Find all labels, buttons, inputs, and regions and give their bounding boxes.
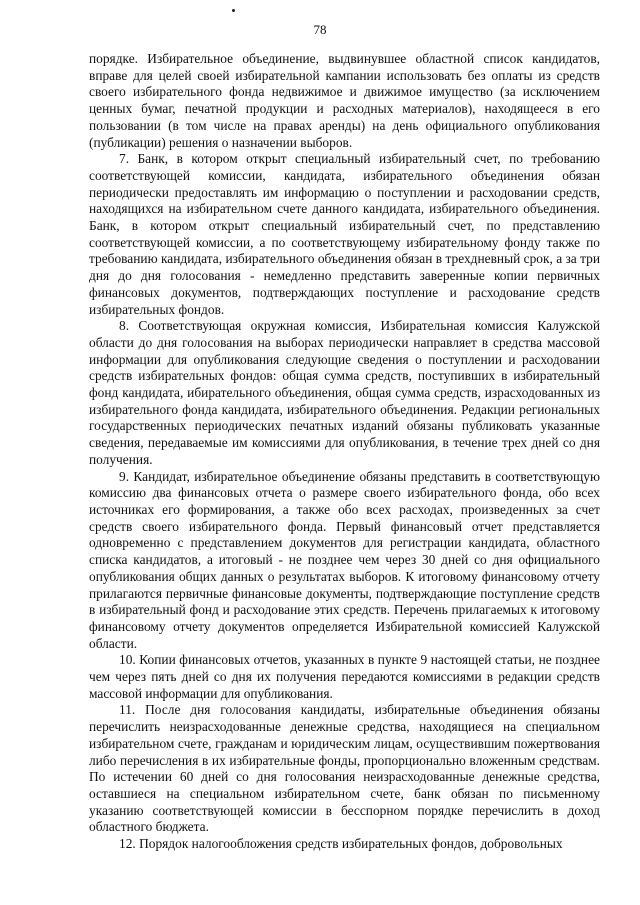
paragraph-item-10: 10. Копии финансовых отчетов, указанных в пункте 9 настоящей статьи, не позднее чем через пять дней со дня их получения передаются комиссиями в редакции средств массовой информации для опубликования. xyxy=(89,652,600,701)
page-number: 78 xyxy=(313,22,327,37)
paragraph-continuation: порядке. Избирательное объединение, выдвинувшее областной список кандидатов, вправе для целей своей избирательной кампании использовать без оплаты из средств своего избирательного фонда недвижимое и движимое имущество (за исключением ценных бумаг, печатной продукции и расходных материалов), находящееся в его пользовании (в том числе на правах аренды) на день официального опубликования (публикации) решения о назначении выборов. xyxy=(89,51,600,150)
paragraph-item-11: 11. После дня голосования кандидаты, избирательные объединения обязаны перечислить неизрасходованные денежные средства, находящиеся на специальном избирательном счете, гражданам и юридическим лицам, осуществившим пожертвования либо перечисления в их избирательные фонды, пропорционально вложенным средствам. По истечении 60 дней со дня голосования неизрасходованные денежные средства, оставшиеся на специальном избирательном счете, банк обязан по письменному указанию соответствующей комиссии в бесспорном порядке перечислить в доход областного бюджета. xyxy=(89,702,600,835)
scan-speck xyxy=(232,9,235,12)
body-text xyxy=(89,51,600,853)
paragraph-item-9: 9. Кандидат, избирательное объединение обязаны представить в соответствующую комиссию два финансовых отчета о размере своего избирательного фонда, обо всех источниках его формирования, а также обо всех расходах, произведенных за счет средств своего избирательного фонда. Первый финансовый отчет представляется одновременно с представлением документов для регистрации кандидата, областного списка кандидатов, а итоговый - не позднее чем через 30 дней со дня официального опубликования общих данных о результатах выборов. К итоговому финансовому отчету прилагаются первичные финансовые документы, подтверждающие поступление средств в избирательный фонд и расходование этих средств. Перечень прилагаемых к итоговому финансовому отчету документов определяется Избирательной комиссией Калужской области. xyxy=(89,468,600,651)
paragraph-item-7: 7. Банк, в котором открыт специальный избирательный счет, по требованию соответствующей комиссии, кандидата, избирательного объединения обязан периодически предоставлять им информацию о поступлении и расходовании средств, находящихся на избирательном счете данного кандидата, избирательного объединения. Банк, в котором открыт специальный избирательный счет, по представлению соответствующей комиссии, а по соответствующему избирательному фонду также по требованию кандидата, избирательного объединения обязан в трехдневный срок, а за три дня до дня голосования - немедленно представить заверенные копии первичных финансовых документов, подтверждающих поступление и расходование средств избирательных фондов. xyxy=(89,151,600,317)
paragraph-item-12: 12. Порядок налогообложения средств избирательных фондов, добровольных xyxy=(119,836,563,852)
paragraph-item-8: 8. Соответствующая окружная комиссия, Избирательная комиссия Калужской области до дня голосования на выборах периодически направляет в средства массовой информации для опубликования следующие сведения о поступлении и расходовании средств избирательных фондов: общая сумма средств, поступивших в избирательный фонд кандидата, ибирательного объединения, общая сумма средств, израсходованных из избирательного фонда кандидата, избирательного объединения. Редакции региональных государственных периодических печатных изданий обязаны публиковать указанные сведения, передаваемые им комиссиями для опубликования, в течение трех дней со дня получения. xyxy=(89,318,600,467)
